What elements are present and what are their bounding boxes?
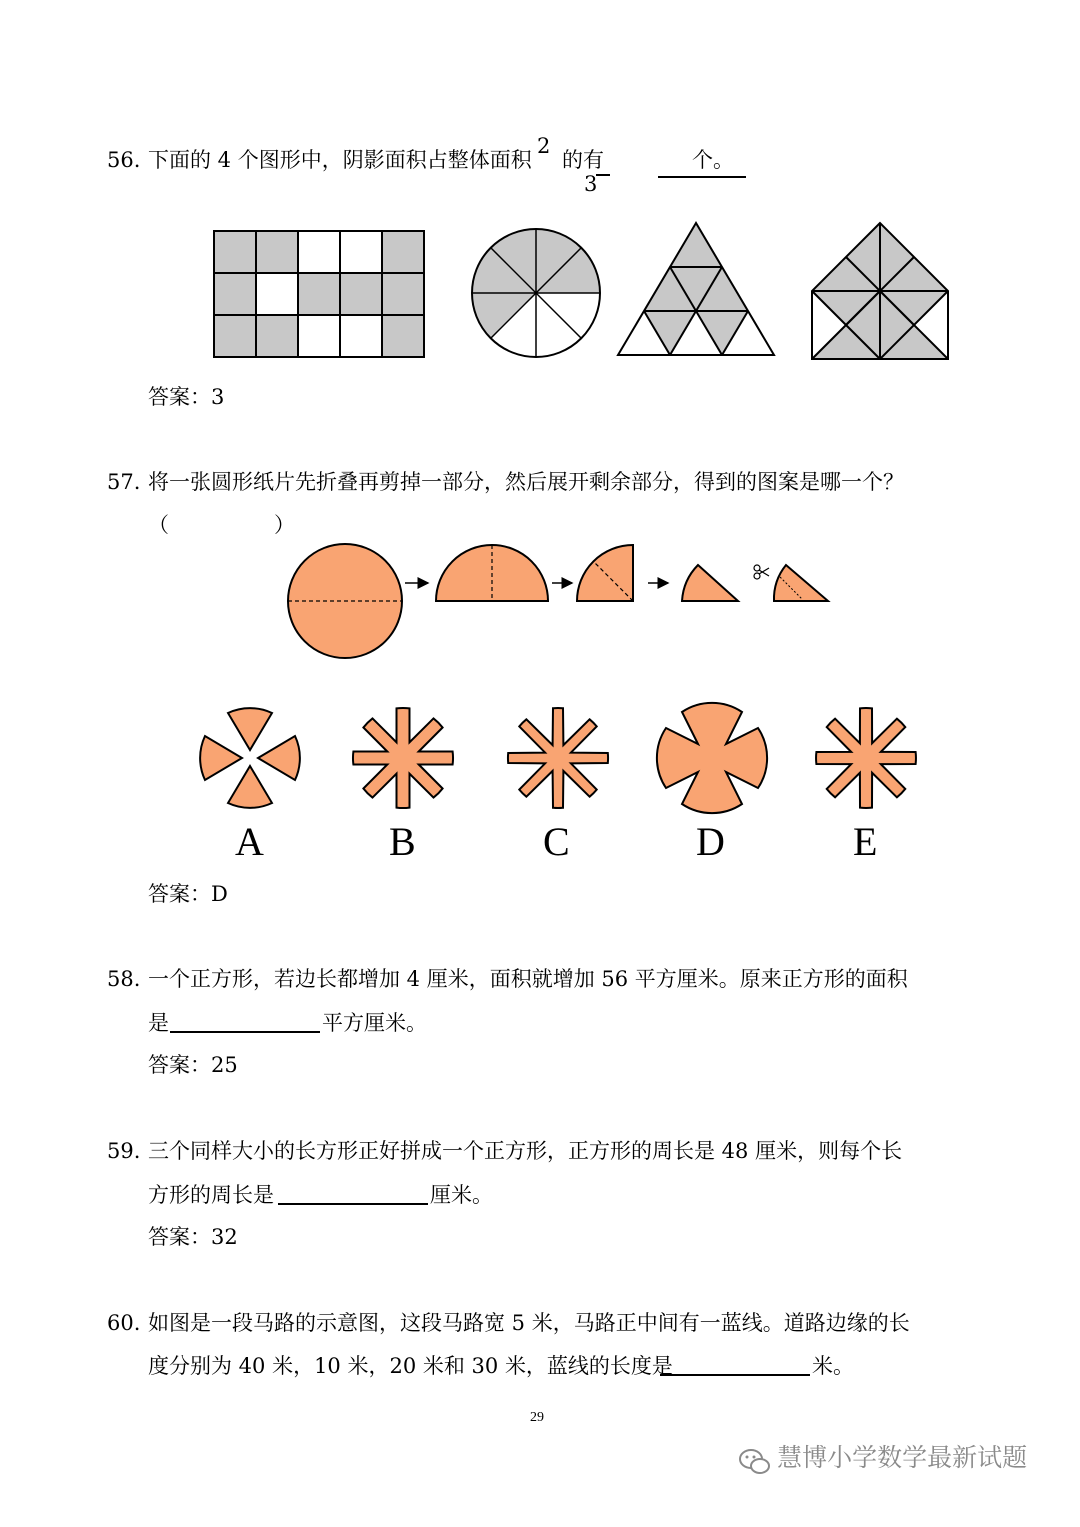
q59-number: 59.	[107, 1139, 141, 1163]
q57-paren-close: ）	[274, 513, 295, 537]
scissors-icon	[754, 565, 769, 579]
q57-choice-shape-c[interactable]	[508, 708, 608, 808]
q56-circle-figure	[472, 229, 600, 357]
q56-text-c: 个。	[692, 148, 734, 172]
q58-number: 58.	[107, 967, 141, 991]
q57-choice-c[interactable]: C	[543, 819, 570, 864]
q57-choice-shape-d[interactable]	[657, 703, 767, 813]
q56-answer: 答案：3	[148, 385, 225, 409]
q57-choice-e[interactable]: E	[853, 819, 878, 864]
q57-choice-d[interactable]: D	[696, 819, 725, 864]
q57-step-eighth	[682, 565, 738, 601]
q56-fraction-denominator: 3	[584, 172, 598, 196]
q56-text-b: 的有	[562, 148, 604, 172]
q59-line2-a: 方形的周长是	[148, 1183, 274, 1207]
q56-answer-blank[interactable]	[658, 176, 746, 178]
star-e-path	[816, 708, 916, 808]
q56-grid-figure	[214, 231, 424, 357]
q57-folding-sequence	[280, 535, 840, 665]
q59-answer-blank[interactable]	[278, 1203, 428, 1205]
q59-line1: 三个同样大小的长方形正好拼成一个正方形，正方形的周长是 48 厘米，则每个长	[148, 1139, 903, 1163]
q56-short-line	[596, 174, 610, 176]
q57-step-quarter	[577, 545, 633, 601]
star-b-path	[353, 708, 453, 808]
watermark-text: 慧博小学数学最新试题	[777, 1443, 1028, 1472]
q56-text: 下面的 4 个图形中，阴影面积占整体面积	[148, 148, 532, 172]
q60-line1: 如图是一段马路的示意图，这段马路宽 5 米，马路正中间有一蓝线。道路边缘的长	[148, 1311, 910, 1335]
q58-line2-a: 是	[148, 1011, 169, 1035]
page-number: 29	[530, 1410, 544, 1425]
q58-answer: 答案：25	[148, 1053, 238, 1077]
q57-text: 将一张圆形纸片先折叠再剪掉一部分，然后展开剩余部分，得到的图案是哪一个？	[148, 470, 904, 494]
q57-choice-b[interactable]: B	[389, 819, 416, 864]
q60-line2-a: 度分别为 40 米，10 米，20 米和 30 米，蓝线的长度是	[148, 1354, 673, 1378]
q57-step-cut	[774, 565, 828, 601]
star-c-path	[508, 708, 608, 808]
q58-answer-blank[interactable]	[170, 1031, 320, 1033]
q56-number: 56.	[107, 148, 141, 172]
q57-answer-slot[interactable]	[178, 515, 268, 537]
q57-answer: 答案：D	[148, 882, 228, 906]
q57-choice-a[interactable]: A	[235, 819, 264, 864]
q57-number: 57.	[107, 470, 141, 494]
q57-choices	[190, 700, 930, 820]
q57-step-circle	[288, 544, 402, 658]
q59-answer: 答案：32	[148, 1225, 238, 1249]
q60-number: 60.	[107, 1311, 141, 1335]
q57-choice-shape-a[interactable]	[200, 708, 300, 808]
q56-figures	[200, 215, 960, 365]
q60-answer-blank[interactable]	[660, 1374, 810, 1376]
q58-line1: 一个正方形，若边长都增加 4 厘米，面积就增加 56 平方厘米。原来正方形的面积	[148, 967, 908, 991]
q56-fraction-numerator: 2	[537, 134, 551, 158]
q58-line2-b: 平方厘米。	[322, 1011, 427, 1035]
wechat-icon	[738, 1447, 772, 1477]
q57-choice-shape-e[interactable]	[816, 708, 916, 808]
q60-line2-b: 米。	[812, 1354, 854, 1378]
q57-step-semicircle	[436, 545, 548, 601]
q57-paren-open: （	[148, 513, 169, 537]
q56-triangle-figure	[618, 223, 774, 355]
q56-house-figure	[812, 223, 948, 359]
watermark	[738, 1438, 1027, 1477]
q57-choice-shape-b[interactable]	[353, 708, 453, 808]
q59-line2-b: 厘米。	[430, 1183, 493, 1207]
